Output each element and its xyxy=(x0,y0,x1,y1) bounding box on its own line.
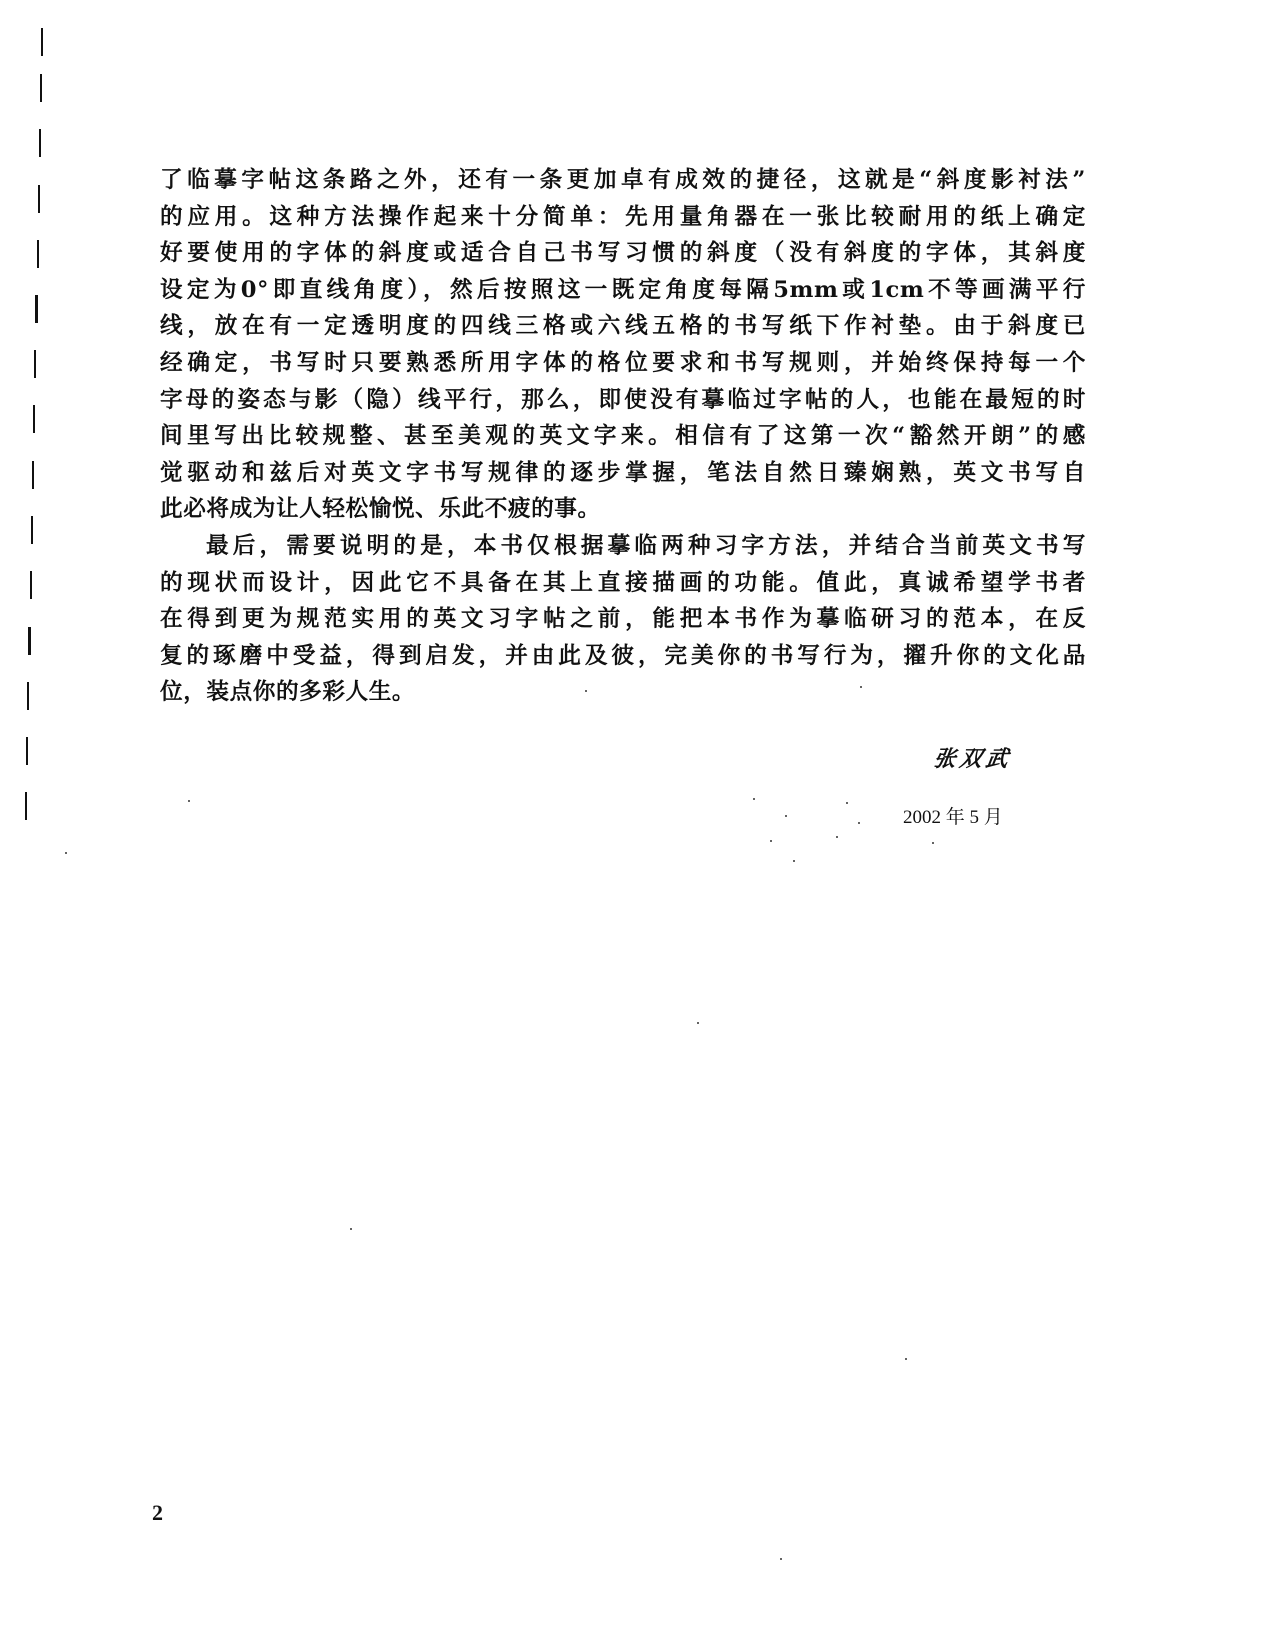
body-text xyxy=(160,162,1086,711)
scan-speck xyxy=(858,822,860,824)
paragraph-2 xyxy=(160,528,1086,711)
scan-speck xyxy=(860,686,862,688)
text-line: 的现状而设计，因此它不具备在其上直接描画的功能。值此，真诚希望学书者 xyxy=(160,569,1086,596)
page-number: 2 xyxy=(152,1500,163,1525)
margin-tick xyxy=(39,129,41,157)
scan-speck xyxy=(785,815,787,817)
text-line: 设定为0°即直线角度），然后按照这一既定角度每隔5mm或1cm不等画满平行 xyxy=(160,276,1086,303)
text-line: 复的琢磨中受益，得到启发，并由此及彼，完美你的书写行为，擢升你的文化品 xyxy=(160,642,1086,669)
margin-tick xyxy=(31,516,33,544)
scan-speck xyxy=(585,690,587,692)
text-line: 位，装点你的多彩人生。 xyxy=(160,679,416,706)
scan-speck xyxy=(697,1022,699,1024)
margin-tick xyxy=(41,28,43,56)
scan-speck xyxy=(905,1358,907,1360)
text-line: 线，放在有一定透明度的四线三格或六线五格的书写纸下作衬垫。由于斜度已 xyxy=(160,313,1086,340)
scan-speck xyxy=(846,802,848,804)
binding-margin-ticks xyxy=(0,0,60,820)
margin-tick xyxy=(27,682,29,710)
scan-speck xyxy=(793,860,795,862)
text-line: 好要使用的字体的斜度或适合自己书写习惯的斜度（没有斜度的字体，其斜度 xyxy=(160,240,1086,267)
text-line: 觉驱动和兹后对英文字书写规律的逐步掌握，笔法自然日臻娴熟，英文书写自 xyxy=(160,459,1086,486)
margin-tick xyxy=(30,571,32,599)
margin-tick xyxy=(26,737,28,765)
text-line: 最后，需要说明的是，本书仅根据摹临两种习字方法，并结合当前英文书写 xyxy=(206,532,1086,559)
margin-tick xyxy=(37,240,39,268)
text-line: 此必将成为让人轻松愉悦、乐此不疲的事。 xyxy=(160,496,601,523)
text-line: 了临摹字帖这条路之外，还有一条更加卓有成效的捷径，这就是“斜度影衬法” xyxy=(160,167,1086,193)
signature-date: 2002 年 5 月 xyxy=(903,807,1003,828)
scan-speck xyxy=(65,852,67,854)
margin-tick xyxy=(28,627,31,655)
margin-tick xyxy=(38,185,40,213)
margin-tick xyxy=(34,350,36,378)
margin-tick xyxy=(35,295,38,323)
margin-tick xyxy=(32,461,34,489)
scan-speck xyxy=(188,800,190,802)
margin-tick xyxy=(40,74,42,102)
paragraph-1 xyxy=(160,162,1086,528)
margin-tick xyxy=(25,792,27,820)
author-signature: 张双武 xyxy=(931,746,1014,772)
text-line: 的应用。这种方法操作起来十分简单：先用量角器在一张比较耐用的纸上确定 xyxy=(160,203,1086,230)
text-line: 经确定，书写时只要熟悉所用字体的格位要求和书写规则，并始终保持每一个 xyxy=(160,349,1086,376)
scan-speck xyxy=(753,798,755,800)
text-line: 间里写出比较规整、甚至美观的英文字来。相信有了这第一次“豁然开朗”的感 xyxy=(160,423,1086,450)
margin-tick xyxy=(33,405,35,433)
scan-speck xyxy=(770,840,772,842)
scan-speck xyxy=(780,1558,782,1560)
text-line: 字母的姿态与影（隐）线平行，那么，即使没有摹临过字帖的人，也能在最短的时 xyxy=(160,386,1086,413)
scan-speck xyxy=(836,836,838,838)
scan-speck xyxy=(932,842,934,844)
scan-speck xyxy=(350,1228,352,1230)
text-line: 在得到更为规范实用的英文习字帖之前，能把本书作为摹临研习的范本，在反 xyxy=(160,606,1086,633)
